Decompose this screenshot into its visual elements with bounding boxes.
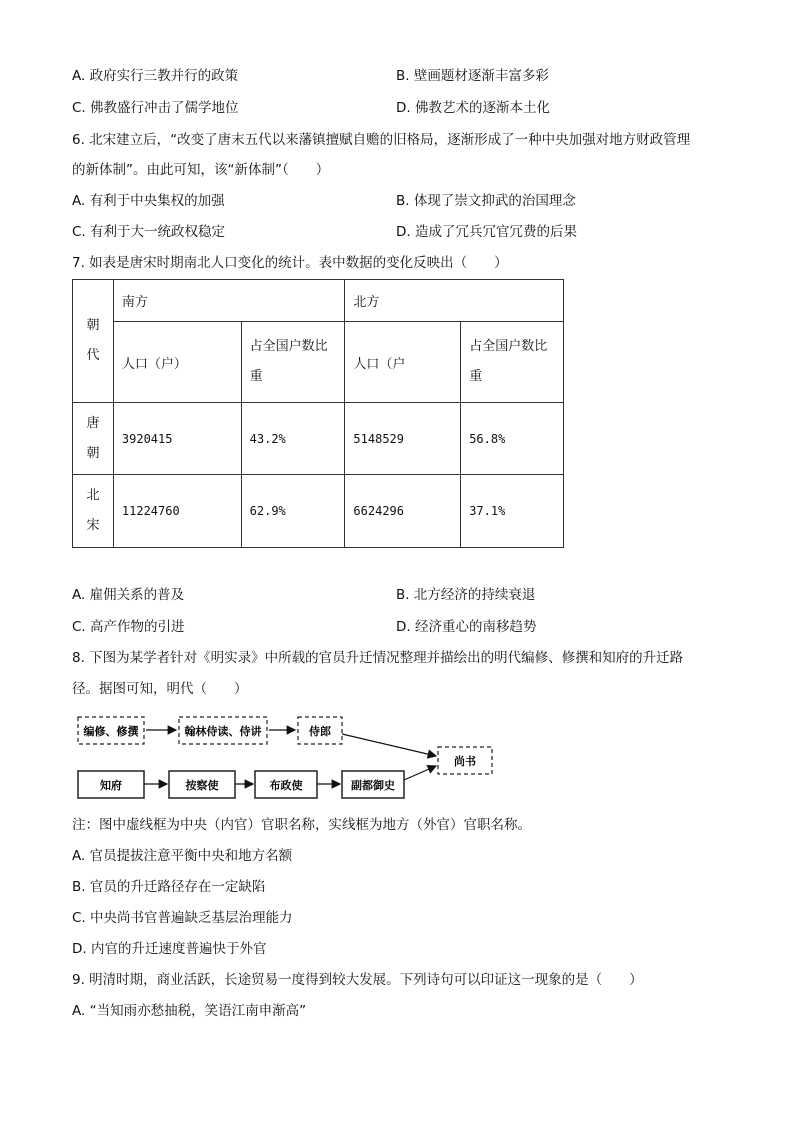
- north-pop-cell: 6624296: [345, 475, 461, 548]
- south-pop-header: 人口（户）: [113, 322, 241, 403]
- south-header: 南方: [113, 280, 345, 322]
- promotion-path-diagram: [72, 708, 476, 804]
- north-pop-cell: 5148529: [345, 403, 461, 475]
- q7-option-a: A. 雇佣关系的普及: [72, 587, 185, 603]
- q5-option-a: A. 政府实行三教并行的政策: [72, 68, 239, 84]
- north-share-header: 占全国户数比 重: [461, 322, 564, 403]
- population-table: [72, 279, 564, 548]
- q6-option-d: D. 造成了冗兵冗官冗费的后果: [396, 224, 577, 240]
- south-share-cell: 62.9%: [241, 475, 345, 548]
- label-zhifu: 知府: [100, 779, 122, 792]
- q8-option-c: C. 中央尚书官普遍缺乏基层治理能力: [72, 910, 293, 926]
- q7-option-b: B. 北方经济的持续衰退: [396, 587, 536, 603]
- dynasty-cell: 北 宋: [73, 475, 114, 548]
- q5-option-c: C. 佛教盛行冲击了儒学地位: [72, 100, 239, 116]
- label-bianxiu: 编修、修撰: [83, 725, 139, 738]
- north-header: 北方: [345, 280, 564, 322]
- table-row: [73, 403, 564, 475]
- north-share-cell: 37.1%: [461, 475, 564, 548]
- dynasty-cell: 唐 朝: [73, 403, 114, 475]
- q7-option-c: C. 高产作物的引进: [72, 619, 185, 635]
- south-pop-cell: 11224760: [113, 475, 241, 548]
- label-shangshu: 尚书: [454, 755, 476, 768]
- south-pop-cell: 3920415: [113, 403, 241, 475]
- q8-stem-line1: 8. 下图为某学者针对《明实录》中所载的官员升迁情况整理并描绘出的明代编修、修撰和知府的升迁路: [72, 650, 684, 666]
- q8-option-a: A. 官员提拔注意平衡中央和地方名额: [72, 848, 293, 864]
- q7-option-d: D. 经济重心的南移趋势: [396, 619, 537, 635]
- q6-option-a: A. 有利于中央集权的加强: [72, 193, 225, 209]
- table-row: [73, 475, 564, 548]
- q6-stem-line1: 6. 北宋建立后，“改变了唐末五代以来藩镇擅赋自赡的旧格局，逐渐形成了一种中央加强对地方财政管理: [72, 132, 691, 148]
- q8-option-d: D. 内官的升迁速度普遍快于外官: [72, 941, 267, 957]
- arrow: [404, 766, 436, 780]
- dynasty-header: 朝 代: [73, 280, 114, 403]
- south-share-cell: 43.2%: [241, 403, 345, 475]
- north-pop-header: 人口（户: [345, 322, 461, 403]
- label-shilang: 侍郎: [309, 725, 331, 738]
- arrow: [342, 734, 436, 756]
- q8-stem-line2: 径。据图可知，明代（ ）: [72, 681, 248, 697]
- q5-option-d: D. 佛教艺术的逐渐本土化: [396, 100, 550, 116]
- q6-stem-line2: 的新体制”。由此可知，该“新体制”（ ）: [72, 162, 330, 178]
- q9-option-a: A. “当知雨亦愁抽税，笑语江南申渐高”: [72, 1003, 307, 1019]
- north-share-cell: 56.8%: [461, 403, 564, 475]
- south-share-header: 占全国户数比 重: [241, 322, 345, 403]
- label-anchashi: 按察使: [185, 779, 219, 792]
- q7-stem: 7. 如表是唐宋时期南北人口变化的统计。表中数据的变化反映出（ ）: [72, 255, 508, 271]
- label-fuduyushi: 副都御史: [351, 779, 395, 792]
- q5-option-b: B. 壁画题材逐渐丰富多彩: [396, 68, 549, 84]
- q9-stem: 9. 明清时期，商业活跃，长途贸易一度得到较大发展。下列诗句可以印证这一现象的是（ ）: [72, 972, 643, 988]
- q8-diagram-note: 注：图中虚线框为中央（内官）官职名称，实线框为地方（外官）官职名称。: [72, 817, 531, 833]
- label-buzhengshi: 布政使: [269, 779, 303, 792]
- q8-option-b: B. 官员的升迁路径存在一定缺陷: [72, 879, 266, 895]
- label-hanlin: 翰林侍读、侍讲: [184, 725, 262, 738]
- q6-option-b: B. 体现了崇文抑武的治国理念: [396, 193, 576, 209]
- q6-option-c: C. 有利于大一统政权稳定: [72, 224, 226, 240]
